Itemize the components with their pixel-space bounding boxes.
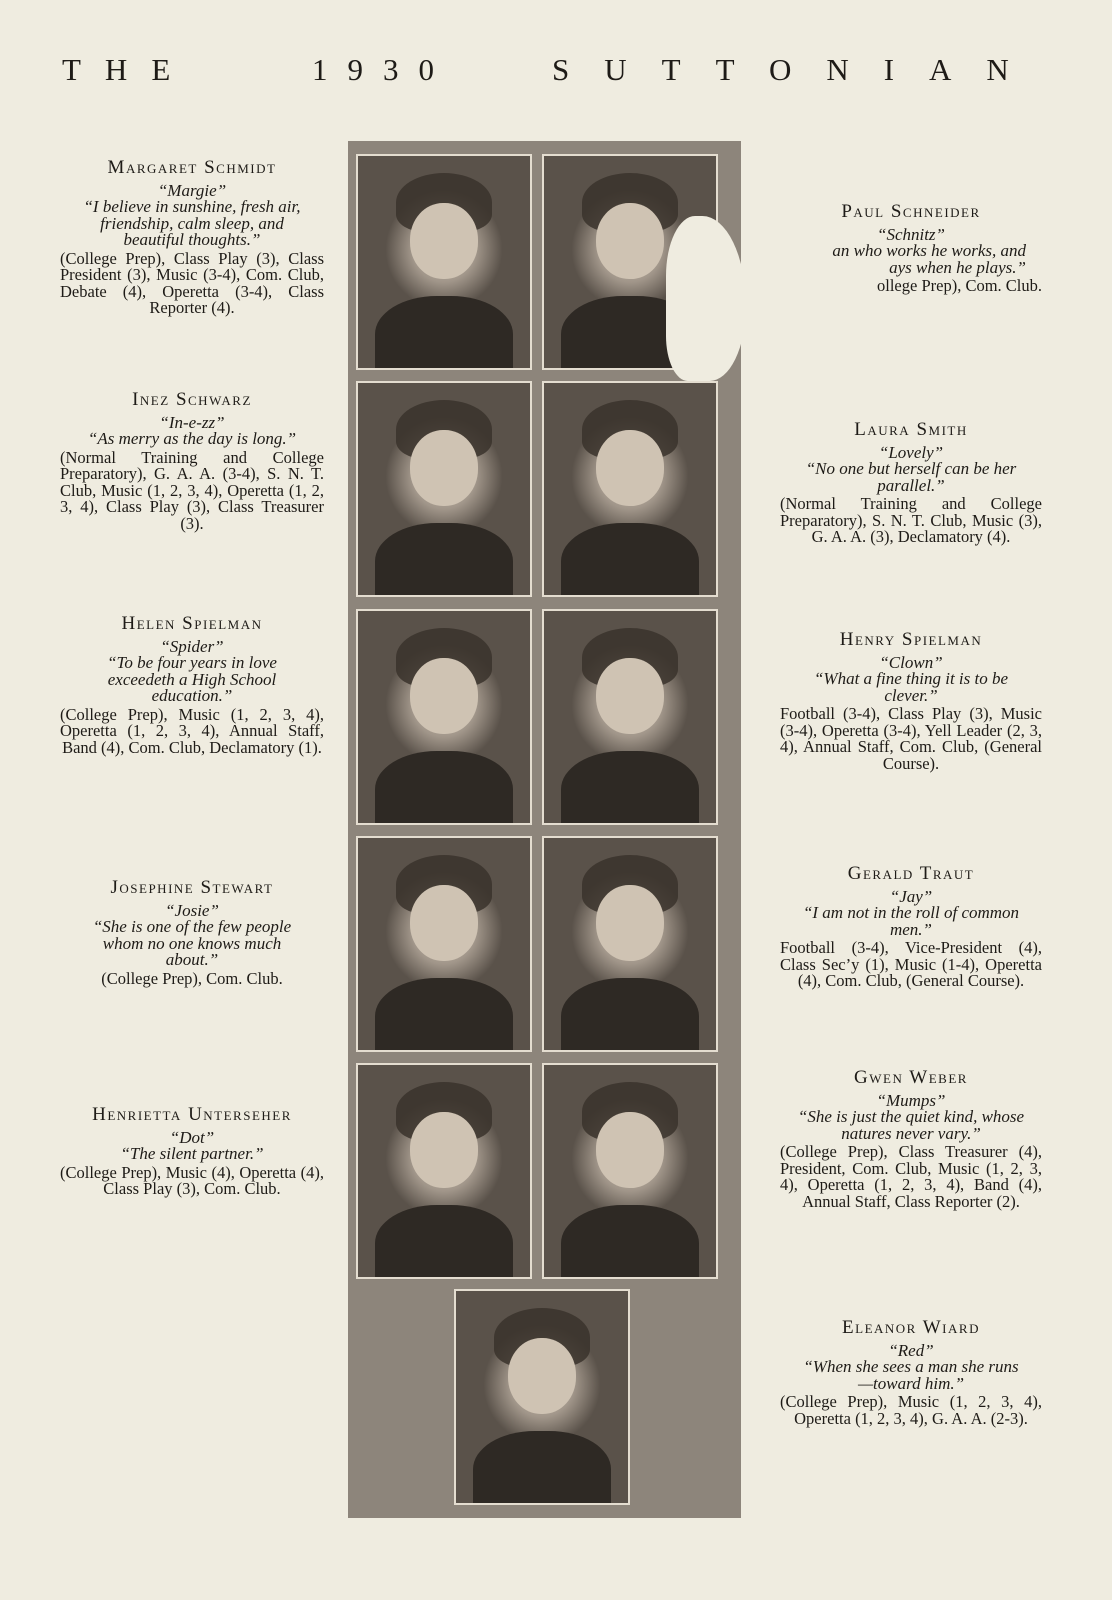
senior-name: Gwen Weber: [854, 1067, 968, 1088]
senior-nickname: “In-e-zz”: [159, 412, 225, 432]
senior-name: Laura Smith: [854, 419, 968, 440]
senior-nickname: “Lovely”: [878, 442, 944, 462]
senior-quote: “I believe in sunshine, fresh air, friendship, calm sleep, and beautiful thoughts.”: [83, 197, 301, 249]
senior-bio-left-1: [60, 157, 324, 317]
senior-name: Paul Schneider: [841, 201, 981, 222]
header-year: 1930: [312, 52, 454, 87]
senior-nickname: “Margie”: [157, 180, 227, 200]
senior-nickname: “Mumps”: [876, 1090, 946, 1110]
senior-name: Gerald Traut: [847, 863, 975, 884]
senior-activities: (Normal Training and College Preparatory), S. N. T. Club, Music (3), G. A. A. (3), Declamatory (4).: [780, 494, 1042, 546]
senior-bio-left-5: [60, 1104, 324, 1198]
senior-nickname: “Red”: [888, 1340, 934, 1360]
senior-nickname: “Jay”: [889, 886, 933, 906]
senior-nickname: “Clown”: [879, 652, 943, 672]
senior-quote: “No one but herself can be her parallel.”: [805, 459, 1017, 495]
senior-quote: “As merry as the day is long.”: [87, 429, 297, 448]
senior-quote: an who works he works, and ays when he plays.”: [832, 241, 1026, 277]
portrait-photo: [454, 1289, 630, 1505]
senior-name: Eleanor Wiard: [842, 1317, 980, 1338]
senior-nickname: “Spider”: [160, 636, 224, 656]
senior-bio-left-4: [60, 877, 324, 988]
senior-activities: (Normal Training and College Preparatory), G. A. A. (3-4), S. N. T. Club, Music (1, 2, 3, 4), Operetta (1, 2, 3, 4), Class Play (3), Class Treasurer (3).: [60, 447, 324, 533]
senior-bio-right-1: [780, 201, 1042, 295]
senior-activities: (College Prep), Com. Club.: [101, 968, 283, 988]
senior-nickname: “Schnitz”: [876, 224, 946, 244]
senior-nickname: “Josie”: [165, 900, 219, 920]
senior-activities: (College Prep), Music (1, 2, 3, 4), Operetta (1, 2, 3, 4), G. A. A. (2-3).: [780, 1392, 1042, 1428]
senior-quote: “She is one of the few people whom no one knows much about.”: [92, 917, 292, 969]
senior-activities: Football (3-4), Vice-President (4), Class Sec’y (1), Music (1-4), Operetta (4), Com. Club, (General Course).: [780, 938, 1042, 990]
senior-activities: (College Prep), Music (1, 2, 3, 4), Operetta (1, 2, 3, 4), Annual Staff, Band (4), Com. Club, Declamatory (1).: [60, 704, 324, 757]
portrait-photo: [542, 836, 718, 1052]
portrait-photo: [356, 836, 532, 1052]
page-header: [62, 52, 1052, 92]
senior-name: Inez Schwarz: [132, 389, 252, 410]
senior-quote: “The silent partner.”: [120, 1144, 264, 1163]
senior-activities: ollege Prep), Com. Club.: [877, 276, 1042, 295]
senior-quote: “I am not in the roll of common men.”: [802, 903, 1020, 939]
senior-quote: “To be four years in love exceedeth a High School education.”: [107, 653, 277, 705]
senior-quote: “When she sees a man she runs—toward him.”: [803, 1357, 1019, 1393]
portrait-photo: [356, 609, 532, 825]
portrait-photo: [542, 381, 718, 597]
senior-activities: Football (3-4), Class Play (3), Music (3-4), Operetta (3-4), Yell Leader (2, 3, 4), Annual Staff, Com. Club, (General Course).: [780, 704, 1042, 773]
senior-quote: “She is just the quiet kind, whose natures never vary.”: [797, 1107, 1025, 1143]
senior-activities: (College Prep), Music (4), Operetta (4), Class Play (3), Com. Club.: [60, 1162, 324, 1198]
senior-bio-right-3: [780, 629, 1042, 773]
portrait-photo: [542, 609, 718, 825]
senior-quote: “What a fine thing it is to be clever.”: [813, 669, 1009, 705]
header-title: SUTTONIAN: [552, 52, 1044, 87]
senior-bio-right-2: [780, 419, 1042, 546]
portrait-photo: [356, 381, 532, 597]
senior-bio-right-6: [780, 1317, 1042, 1428]
header-the: THE: [62, 52, 195, 87]
senior-bio-right-4: [780, 863, 1042, 990]
portrait-photo: [356, 1063, 532, 1279]
senior-name: Henry Spielman: [839, 629, 983, 650]
senior-name: Helen Spielman: [121, 613, 263, 634]
senior-bio-left-3: [60, 613, 324, 757]
portrait-photo: [356, 154, 532, 370]
senior-name: Henrietta Unterseher: [92, 1104, 292, 1125]
senior-nickname: “Dot”: [169, 1127, 215, 1147]
portrait-photo: [542, 1063, 718, 1279]
senior-bio-left-2: [60, 389, 324, 533]
senior-activities: (College Prep), Class Play (3), Class President (3), Music (3-4), Com. Club, Debate (4), Operetta (3-4), Class Reporter (4).: [60, 248, 324, 317]
senior-name: Josephine Stewart: [110, 877, 274, 898]
senior-name: Margaret Schmidt: [107, 157, 277, 178]
senior-activities: (College Prep), Class Treasurer (4), President, Com. Club, Music (1, 2, 3, 4), Operetta (1, 2, 3, 4), Band (4), Annual Staff, Class Reporter (2).: [780, 1142, 1042, 1211]
senior-bio-right-5: [780, 1067, 1042, 1211]
